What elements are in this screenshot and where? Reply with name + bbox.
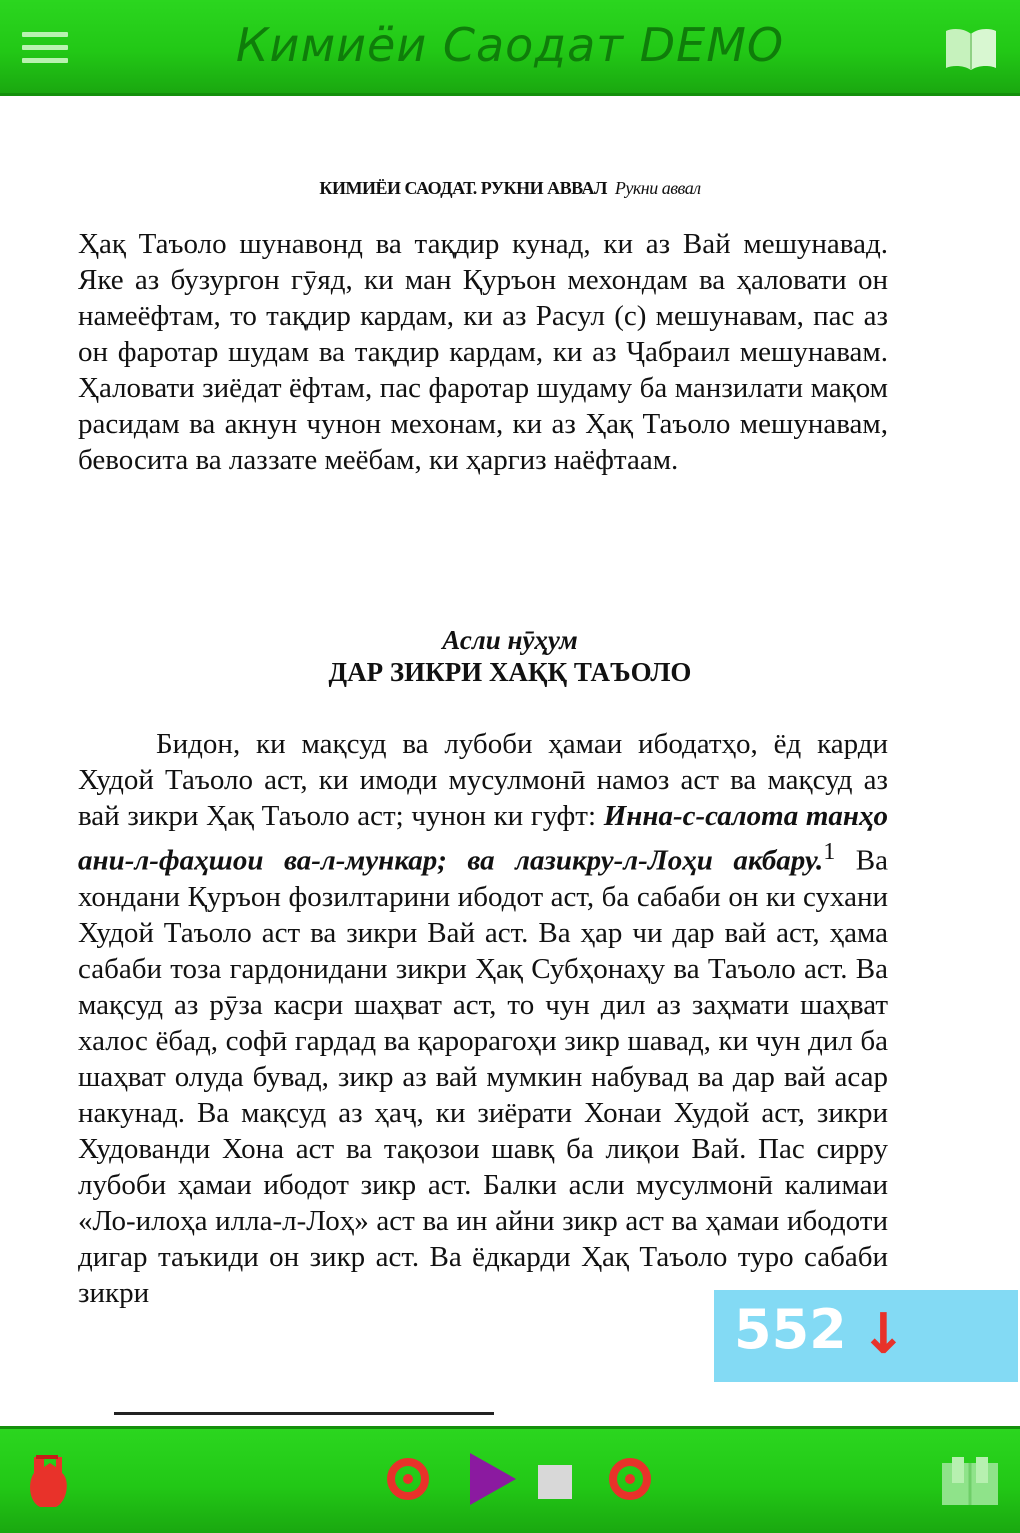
paragraph-2-lead: Бидон, ки мақсуд ва лубоби ҳамаи ибодатҳо, ёд карди Худой Таъоло аст, ки имоди мусулмонӣ намоз аст ва мақсуд аз вай зикри Ҳақ Таъоло аст; чунон ки гуфт: bbox=[78, 728, 888, 832]
bookmark-hand-icon[interactable] bbox=[26, 1453, 70, 1511]
bottom-toolbar bbox=[0, 1426, 1020, 1533]
running-header-italic: Рукни аввал bbox=[614, 178, 701, 198]
page-number: 552 bbox=[734, 1298, 847, 1361]
top-app-bar bbox=[0, 0, 1020, 96]
open-book-icon[interactable] bbox=[942, 24, 1000, 72]
section-heading bbox=[0, 624, 1020, 688]
bookmarks-icon[interactable] bbox=[940, 1455, 1000, 1507]
app-title: Кимиёи Саодат DEMO bbox=[235, 18, 785, 72]
stop-icon[interactable] bbox=[538, 1465, 572, 1499]
arabic-quote: Инна-с-салота танҳо ани-л-фаҳшои ва-л-мункар; ва лазикру-л-Лоҳи акбару. bbox=[78, 800, 889, 877]
record-icon[interactable] bbox=[386, 1457, 430, 1501]
play-icon[interactable] bbox=[466, 1451, 518, 1507]
section-subtitle: Асли нӯҳум bbox=[442, 625, 578, 655]
paragraph-1: Ҳақ Таъоло шунавонд ва тақдир кунад, ки аз Вай мешунавад. Яке аз бузургон гӯяд, ки ман Қуръон мехондам ва ҳаловати он намеёфтам, то тақдир кардам, ки аз Расул (с) мешунавам, пас аз он фаротар шудам ва тақдир кардам, ки аз Ҷабраил мешунавам. Ҳаловати зиёдат ёфтам, пас фаротар шудаму ба манзилати мақом расидам ва акнун чунон мехонам, ки аз Ҳақ Таъоло мешунавам, бевосита ва лаззате меёбам, ки ҳаргиз наёфтаам. bbox=[78, 228, 888, 476]
record-icon[interactable] bbox=[608, 1457, 652, 1501]
footnote-mark: 1 bbox=[823, 838, 836, 865]
book-page bbox=[0, 96, 1020, 1426]
running-header bbox=[0, 178, 1020, 199]
footnote-divider bbox=[114, 1412, 494, 1415]
paragraph-2 bbox=[78, 726, 888, 1311]
running-header-bold: КИМИЁИ САОДАТ. РУКНИ АВВАЛ bbox=[319, 178, 607, 198]
page-number-badge[interactable] bbox=[714, 1290, 1018, 1382]
section-title: ДАР ЗИКРИ ХАҚҚ ТАЪОЛО bbox=[328, 657, 692, 687]
arrow-down-icon[interactable]: ↓ bbox=[860, 1302, 907, 1367]
paragraph-2-rest: Ва хондани Қуръон фозилтарини ибодот аст, ба сабаби он ки сухани Худой Таъоло аст ва зикри Вай аст. Ва ҳар чи дар вай аст, ҳама сабаби тоза гардонидани зикри Ҳақ Субҳонаҳу ва Таъоло аст. Ва мақсуд аз рӯза касри шаҳват аст, то чун дил аз заҳмати шаҳват халос ёбад, софӣ гардад ва қарорагоҳи зикр шавад, ки чун дил ба шаҳват олуда бувад, зикр аз вай мумкин набувад ва дар вай асар накунад. Ва мақсуд аз ҳаҷ, ки зиёрати Хонаи Худой аст, зикри Худованди Хона аст ва тақозои шавқ ба лиқои Вай. Пас сирру лубоби ҳамаи ибодот зикр аст. Балки асли мусулмонӣ калимаи «Ло-илоҳа илла-л-Лоҳ» аст ва ин айни зикр аст ва ҳамаи ибодоти дигар таъкиди он зикр аст. Ва ёдкарди Ҳақ Таъоло туро сабаби зикри bbox=[78, 844, 889, 1309]
